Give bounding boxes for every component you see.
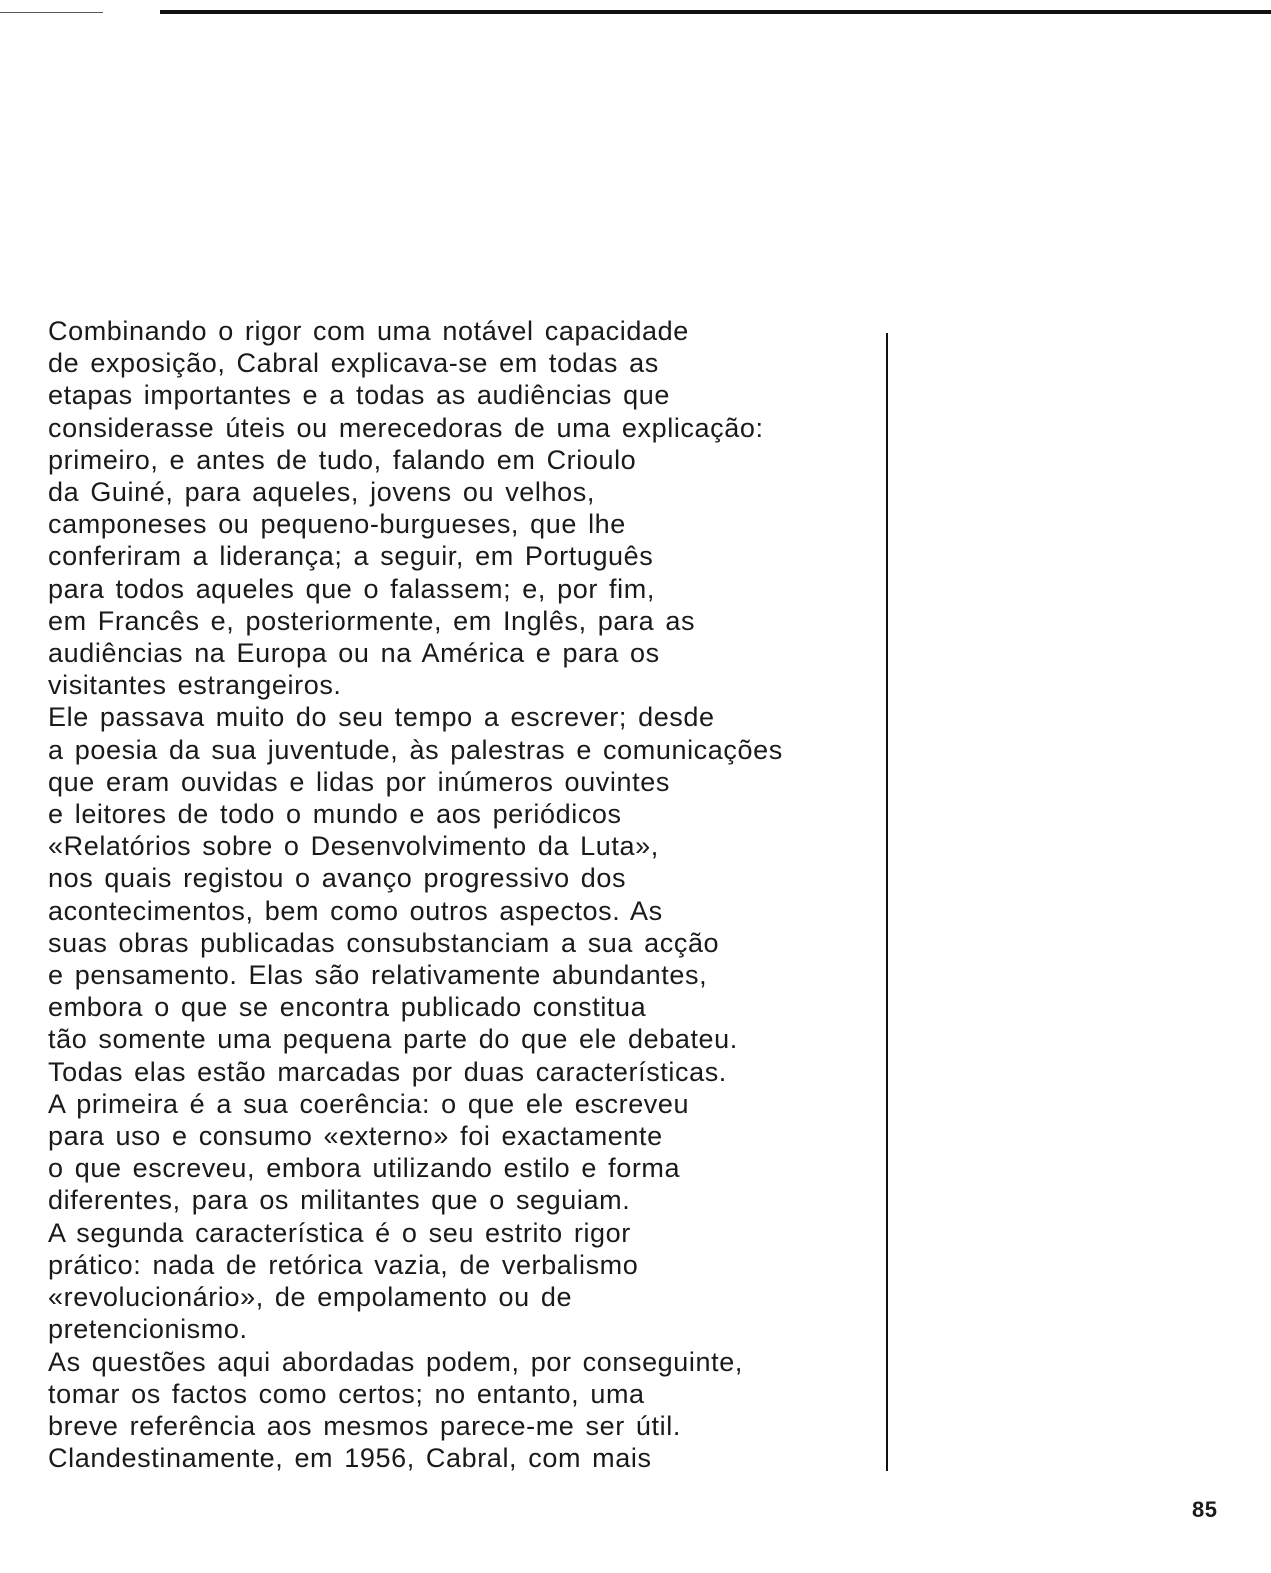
text-line: embora o que se encontra publicado constitua	[48, 992, 647, 1023]
text-line: da Guiné, para aqueles, jovens ou velhos,	[48, 477, 595, 508]
text-line: conferiram a liderança; a seguir, em Português	[48, 541, 654, 572]
text-line: que eram ouvidas e lidas por inúmeros ouvintes	[48, 766, 670, 797]
text-line: audiências na Europa ou na América e para os	[48, 638, 660, 669]
text-line: As questões aqui abordadas podem, por conseguinte,	[48, 1346, 743, 1377]
text-line: breve referência aos mesmos parece-me ser útil.	[48, 1410, 681, 1441]
text-line: e leitores de todo o mundo e aos periódicos	[48, 799, 622, 830]
text-line: Ele passava muito do seu tempo a escrever; desde	[48, 702, 715, 733]
text-line: considerasse úteis ou merecedoras de uma explicação:	[48, 412, 764, 443]
text-line: para todos aqueles que o falassem; e, por fim,	[48, 573, 655, 604]
text-line: acontecimentos, bem como outros aspectos. As	[48, 895, 663, 926]
text-line: tão somente uma pequena parte do que ele debateu.	[48, 1024, 738, 1055]
text-line: de exposição, Cabral explicava-se em todas as	[48, 348, 659, 379]
text-line: primeiro, e antes de tudo, falando em Crioulo	[48, 444, 637, 475]
text-line: diferentes, para os militantes que o seguiam.	[48, 1185, 631, 1216]
text-line: em Francês e, posteriormente, em Inglês, para as	[48, 605, 696, 636]
text-line: «Relatórios sobre o Desenvolvimento da Luta»,	[48, 831, 659, 862]
text-line: nos quais registou o avanço progressivo dos	[48, 863, 627, 894]
text-line: pretencionismo.	[48, 1314, 248, 1345]
margin-bar	[886, 333, 888, 1471]
text-line: Clandestinamente, em 1956, Cabral, com mais	[48, 1443, 652, 1474]
text-line: A segunda característica é o seu estrito rigor	[48, 1217, 631, 1248]
text-line: visitantes estrangeiros.	[48, 670, 342, 701]
text-line: camponeses ou pequeno-burgueses, que lhe	[48, 509, 626, 540]
text-line: «revolucionário», de empolamento ou de	[48, 1282, 573, 1313]
text-line: A primeira é a sua coerência: o que ele escreveu	[48, 1088, 690, 1119]
text-line: suas obras publicadas consubstanciam a sua acção	[48, 927, 720, 958]
text-line: Todas elas estão marcadas por duas características.	[48, 1056, 727, 1087]
text-line: a poesia da sua juventude, às palestras e comunicações	[48, 734, 783, 765]
text-line: o que escreveu, embora utilizando estilo e forma	[48, 1153, 681, 1184]
text-line: e pensamento. Elas são relativamente abundantes,	[48, 960, 708, 991]
top-rule-left	[0, 12, 103, 13]
text-line: etapas importantes e a todas as audiências que	[48, 380, 670, 411]
text-line: para uso e consumo «externo» foi exactamente	[48, 1121, 663, 1152]
text-line: prático: nada de retórica vazia, de verbalismo	[48, 1249, 639, 1280]
top-rule	[160, 10, 1271, 14]
text-line: tomar os factos como certos; no entanto, uma	[48, 1378, 645, 1409]
page-number: 85	[1192, 1497, 1218, 1522]
body-text	[48, 315, 888, 1474]
text-line: Combinando o rigor com uma notável capacidade	[48, 316, 689, 346]
